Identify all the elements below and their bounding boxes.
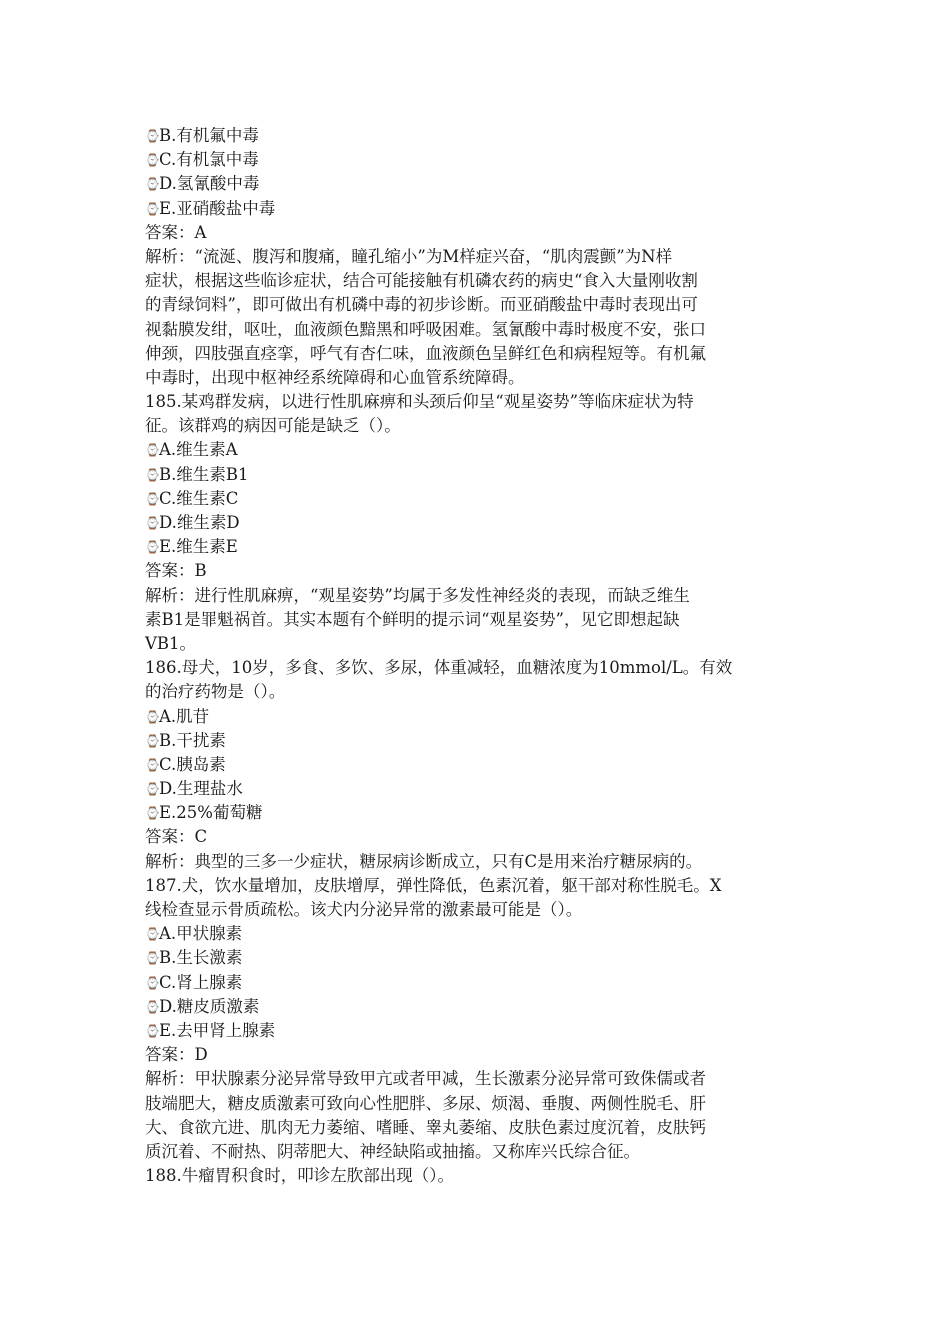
explanation-line — [145, 293, 813, 317]
explanation-line — [145, 342, 813, 366]
question-line — [145, 680, 813, 704]
line-text: C.有机氯中毒 — [159, 150, 259, 170]
line-text: 185.某鸡群发病，以进行性肌麻痹和头颈后仰呈“观星姿势”等临床症状为特 — [145, 392, 694, 412]
option-marker-icon: ⌚ — [145, 201, 160, 216]
option-line — [145, 729, 813, 753]
line-text: B.有机氟中毒 — [159, 126, 259, 145]
line-text: 解析：“流涎、腹泻和腹痛，瞳孔缩小”为M样症兴奋，“肌肉震颤”为N样 — [145, 246, 673, 266]
option-marker-icon: ⌚ — [145, 129, 160, 143]
option-marker-icon: ⌚ — [145, 757, 160, 772]
option-line — [145, 124, 813, 148]
line-text: C.肾上腺素 — [159, 972, 243, 992]
explanation-line — [145, 1067, 813, 1091]
explanation-line — [145, 269, 813, 293]
option-marker-icon: ⌚ — [145, 1023, 160, 1038]
line-text: B.干扰素 — [159, 730, 226, 750]
option-line — [145, 463, 813, 487]
option-line — [145, 922, 813, 946]
line-text: 答案：D — [145, 1045, 208, 1065]
line-text: 答案：A — [145, 222, 207, 242]
explanation-line — [145, 318, 813, 342]
option-marker-icon: ⌚ — [145, 927, 160, 942]
explanation-line — [145, 366, 813, 390]
option-marker-icon: ⌚ — [145, 975, 160, 990]
line-text: A.甲状腺素 — [159, 924, 243, 944]
option-marker-icon: ⌚ — [145, 782, 160, 797]
option-marker-icon: ⌚ — [145, 709, 160, 724]
line-text: E.亚硝酸盐中毒 — [159, 198, 276, 218]
option-marker-icon: ⌚ — [145, 806, 160, 821]
line-text: 症状，根据这些临诊症状，结合可能接触有机磷农药的病史“食入大量刚收割 — [145, 271, 698, 291]
question-line — [145, 1164, 813, 1188]
line-text: 肢端肥大，糖皮质激素可致向心性肥胖、多尿、烦渴、垂腹、两侧性脱毛、肝 — [145, 1093, 706, 1113]
line-text: D.维生素D — [159, 513, 240, 532]
line-text: 征。该群鸡的病因可能是缺乏（）。 — [145, 416, 401, 436]
line-text: D.氢氰酸中毒 — [159, 174, 260, 194]
option-line — [145, 946, 813, 970]
line-text: C.胰岛素 — [159, 754, 226, 774]
option-marker-icon: ⌚ — [145, 540, 160, 555]
line-text: 解析：典型的三多一少症状，糖尿病诊断成立，只有C是用来治疗糖尿病的。 — [145, 851, 703, 871]
option-line — [145, 801, 813, 825]
line-text: 线检查显示骨质疏松。该犬内分泌异常的激素最可能是（）。 — [145, 900, 583, 919]
option-marker-icon: ⌚ — [145, 491, 160, 506]
answer-line — [145, 825, 813, 849]
line-text: E.25%葡萄糖 — [159, 803, 263, 823]
line-text: 质沉着、不耐热、阴蒂肥大、神经缺陷或抽搐。又称库兴氏综合征。 — [145, 1141, 640, 1161]
line-text: A.肌苷 — [159, 706, 210, 726]
line-text: 伸颈，四肢强直痉挛，呼气有杏仁味，血液颜色呈鲜红色和病程短等。有机氟 — [145, 343, 706, 363]
answer-line — [145, 559, 813, 583]
option-line — [145, 777, 813, 801]
explanation-line — [145, 245, 813, 269]
line-text: 答案：B — [145, 561, 207, 581]
option-marker-icon: ⌚ — [145, 999, 160, 1014]
line-text: A.维生素A — [159, 440, 238, 460]
option-line — [145, 995, 813, 1019]
line-text: 素B1是罪魁祸首。其实本题有个鲜明的提示词“观星姿势”，见它即想起缺 — [145, 609, 680, 629]
explanation-line — [145, 584, 813, 608]
option-line — [145, 438, 813, 462]
line-text: 大、食欲亢进、肌肉无力萎缩、嗜睡、睾丸萎缩、皮肤色素过度沉着，皮肤钙 — [145, 1117, 706, 1137]
line-text: 的治疗药物是（）。 — [145, 682, 286, 702]
option-line — [145, 148, 813, 172]
line-text: 188.牛瘤胃积食时，叩诊左肷部出现（）。 — [145, 1166, 454, 1186]
line-text: 答案：C — [145, 827, 208, 847]
question-line — [145, 414, 813, 438]
option-line — [145, 487, 813, 511]
option-marker-icon: ⌚ — [145, 951, 160, 966]
option-marker-icon: ⌚ — [145, 467, 160, 482]
explanation-line — [145, 1116, 813, 1140]
explanation-line — [145, 850, 813, 874]
line-text: E.去甲肾上腺素 — [159, 1020, 276, 1040]
question-line — [145, 898, 813, 922]
line-text: E.维生素E — [159, 537, 238, 557]
question-line — [145, 390, 813, 414]
answer-line — [145, 1043, 813, 1067]
line-text: 187.犬，饮水量增加，皮肤增厚，弹性降低，色素沉着，躯干部对称性脱毛。X — [145, 875, 722, 895]
question-line — [145, 874, 813, 898]
option-marker-icon: ⌚ — [145, 177, 160, 192]
option-line — [145, 1019, 813, 1043]
line-text: D.生理盐水 — [159, 779, 243, 799]
line-text: D.糖皮质激素 — [159, 996, 260, 1016]
option-line — [145, 971, 813, 995]
option-marker-icon: ⌚ — [145, 516, 160, 530]
line-text: 视黏膜发绀，呕吐，血液颜色黯黑和呼吸困难。氢氰酸中毒时极度不安，张口 — [145, 319, 706, 339]
line-text: 中毒时，出现中枢神经系统障碍和心血管系统障碍。 — [145, 367, 525, 387]
option-line — [145, 705, 813, 729]
explanation-line — [145, 632, 813, 656]
question-line — [145, 656, 813, 680]
line-text: B.生长激素 — [159, 948, 243, 968]
line-text: 的青绿饲料”，即可做出有机磷中毒的初步诊断。而亚硝酸盐中毒时表现出可 — [145, 295, 698, 315]
option-line — [145, 753, 813, 777]
answer-line — [145, 221, 813, 245]
line-text: C.维生素C — [159, 488, 239, 508]
line-text: B.维生素B1 — [159, 464, 249, 484]
line-text: 解析：甲状腺素分泌异常导致甲亢或者甲减，生长激素分泌异常可致侏儒或者 — [145, 1069, 706, 1089]
option-line — [145, 172, 813, 196]
option-line — [145, 197, 813, 221]
option-marker-icon: ⌚ — [145, 153, 160, 168]
line-text: 186.母犬，10岁，多食、多饮、多尿，体重减轻，血糖浓度为10mmol/L。有效 — [145, 658, 733, 678]
option-marker-icon: ⌚ — [145, 443, 160, 458]
explanation-line — [145, 1092, 813, 1116]
line-text: 解析：进行性肌麻痹，“观星姿势”均属于多发性神经炎的表现，而缺乏维生 — [145, 585, 690, 605]
explanation-line — [145, 608, 813, 632]
explanation-line — [145, 1140, 813, 1164]
option-marker-icon: ⌚ — [145, 733, 160, 748]
option-line — [145, 511, 813, 535]
option-line — [145, 535, 813, 559]
line-text: VB1。 — [145, 633, 197, 653]
document-page — [145, 124, 813, 1188]
